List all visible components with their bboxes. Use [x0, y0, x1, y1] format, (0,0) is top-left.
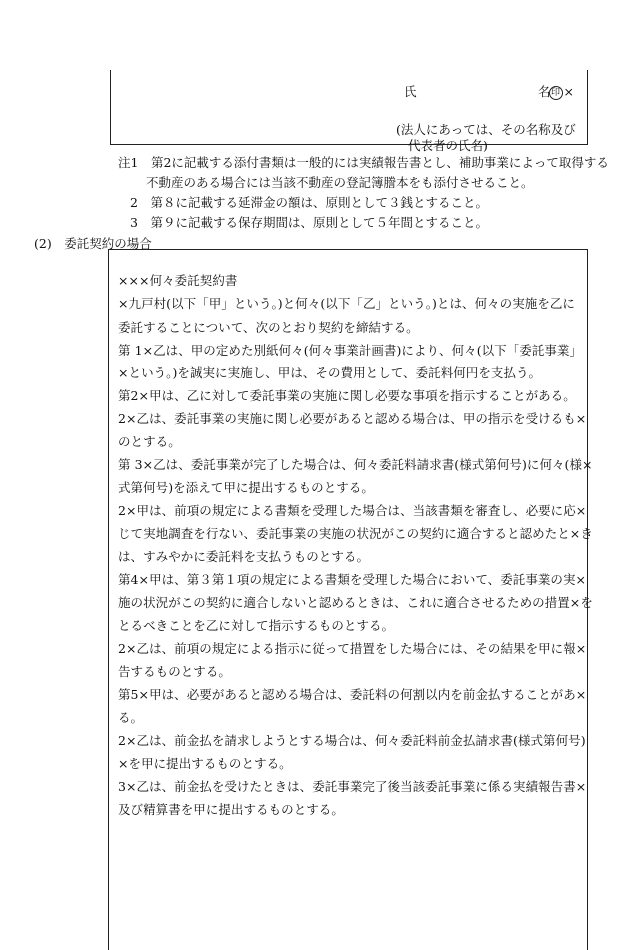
- contract-line: 2×乙は、委託事業の実施に関し必要があると認める場合は、甲の指示を受けるも×: [118, 411, 587, 426]
- contract-line: 及び精算書を甲に提出するものとする。: [118, 802, 344, 817]
- contract-line: 第5×甲は、必要があると認める場合は、委託料の何割以内を前金払することがあ×: [118, 687, 587, 702]
- contract-line: 3×乙は、前金払を受けたときは、委託事業完了後当該委託事業に係る実績報告書×: [118, 779, 587, 794]
- contract-line: ×九戸村(以下「甲」という。)と何々(以下「乙」という。)とは、何々の実施を乙に: [118, 296, 575, 311]
- seal-icon: 印: [549, 86, 563, 100]
- contract-line: 2×乙は、前項の規定による指示に従って措置をした場合には、その結果を甲に報×: [118, 641, 587, 656]
- contract-line: 2×乙は、前金払を請求しようとする場合は、何々委託料前金払請求書(様式第何号): [118, 733, 586, 748]
- section-heading: (2) 委託契約の場合: [34, 236, 152, 251]
- contract-line: 第 1×乙は、甲の定めた別紙何々(何々事業計画書)により、何々(以下「委託事業」: [118, 343, 583, 358]
- corporate-note-line2: 代表者の氏名): [408, 138, 488, 153]
- contract-line: 式第何号)を添えて甲に提出するものとする。: [118, 480, 374, 495]
- contract-title: ×××何々委託契約書: [118, 273, 238, 288]
- contract-line: る。: [118, 710, 144, 725]
- corporate-note-line1: (法人にあっては、その名称及び: [396, 122, 576, 137]
- note-1-continued: 不動産のある場合には当該不動産の登記簿謄本をも添付させること。: [146, 175, 534, 190]
- name-label: 氏: [404, 84, 417, 99]
- contract-line: ×を甲に提出するものとする。: [118, 756, 292, 771]
- contract-line: とるべきことを乙に対して指示するものとする。: [118, 618, 395, 633]
- contract-line: 2×甲は、前項の規定による書類を受理した場合は、当該書類を審査し、必要に応×: [118, 503, 587, 518]
- name-suffix: 名: [538, 84, 551, 99]
- note-2: 2 第８に記載する延滞金の額は、原則として３銭とすること。: [130, 195, 488, 210]
- contract-line: 第 3×乙は、委託事業が完了した場合は、何々委託料請求書(様式第何号)に何々(様×: [118, 457, 593, 472]
- contract-line: 第2×甲は、乙に対して委託事業の実施に関し必要な事項を指示することがある。: [118, 388, 576, 403]
- contract-line: 告するものとする。: [118, 664, 231, 679]
- contract-line: ×という。)を誠実に実施し、甲は、その費用として、委託料何円を支払う。: [118, 365, 542, 380]
- contract-line: じて実地調査を行ない、委託事業の実施の状況がこの契約に適合すると認めたと×き: [118, 526, 593, 541]
- contract-line: のとする。: [118, 434, 181, 449]
- contract-line: は、すみやかに委託料を支払うものとする。: [118, 549, 370, 564]
- contract-line: 第4×甲は、第３第１項の規定による書類を受理した場合において、委託事業の実×: [118, 572, 587, 587]
- trail-mark: ×: [563, 84, 574, 99]
- contract-line: 施の状況がこの契約に適合しないと認めるときは、これに適合させるための措置×を: [118, 595, 593, 610]
- note-1: 注1 第2に記載する添付書類は一般的には実績報告書とし、補助事業によって取得する: [118, 155, 609, 170]
- contract-line: 委託することについて、次のとおり契約を締結する。: [118, 320, 419, 335]
- note-3: 3 第９に記載する保存期間は、原則として５年間とすること。: [130, 215, 488, 230]
- name-seal-group: [538, 82, 574, 100]
